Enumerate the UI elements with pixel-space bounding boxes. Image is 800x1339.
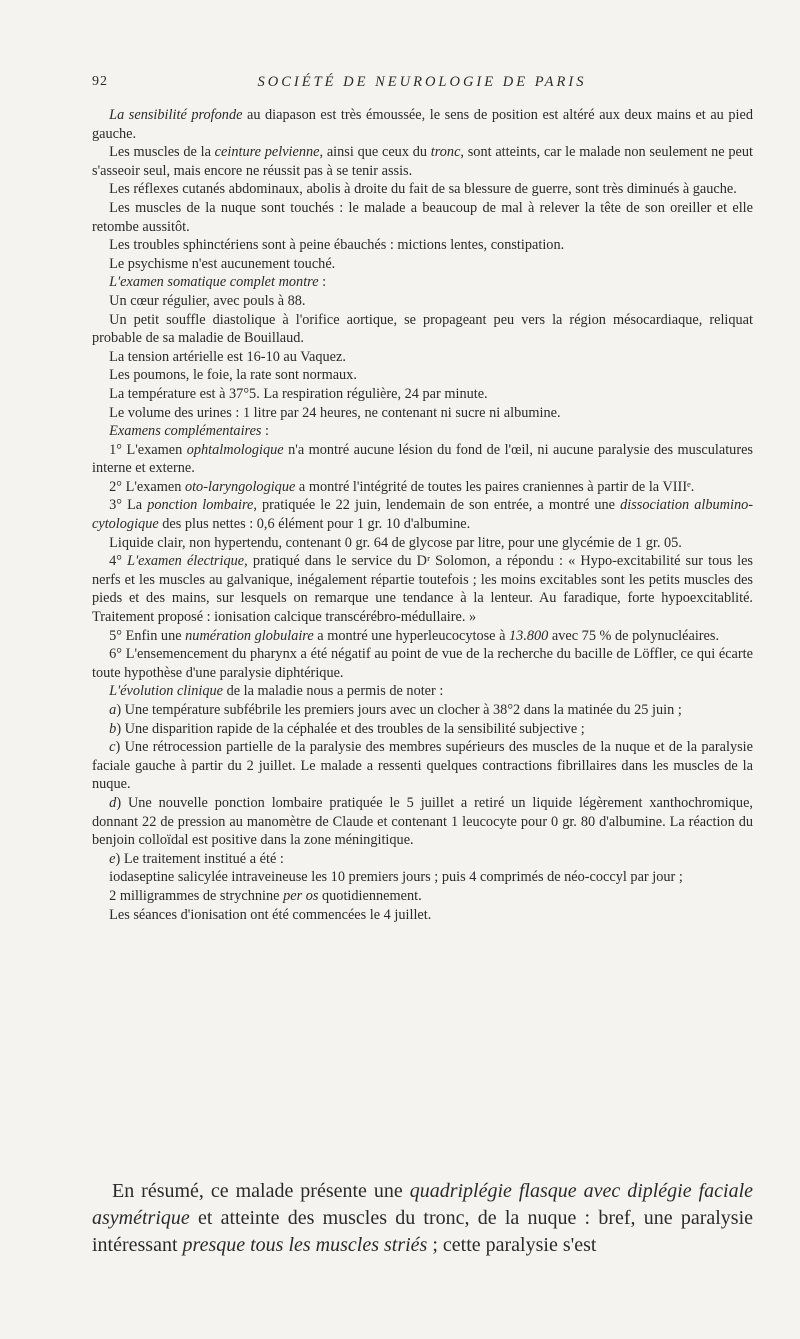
italic-segment: L'examen électrique — [127, 553, 245, 570]
text-segment: : — [318, 274, 327, 291]
italic-segment: La sensibilité profonde — [109, 107, 243, 123]
page-header — [92, 74, 752, 96]
summary-paragraph — [92, 1178, 753, 1259]
paragraph — [92, 701, 753, 720]
italic-segment: b — [109, 720, 117, 737]
paragraph — [92, 422, 753, 441]
italic-segment: L'évolution clinique — [109, 683, 223, 700]
text-segment: Les poumons, le foie, la rate sont normaux. — [109, 367, 357, 384]
text-segment: ) Le traitement institué a été : — [115, 850, 284, 867]
paragraph — [92, 496, 753, 533]
text-segment: et atteinte des muscles du tronc, de la nuque : bref, une paralysie intéressant — [92, 1207, 753, 1256]
paragraph — [92, 199, 753, 236]
text-segment: : — [261, 423, 270, 440]
page-number: 92 — [92, 74, 108, 89]
text-segment: La température est à 37°5. La respiration régulière, 24 par minute. — [109, 385, 488, 402]
text-segment: Les muscles de la — [109, 144, 215, 161]
text-segment: quotidiennement. — [318, 887, 422, 904]
italic-segment: numération globulaire — [185, 627, 314, 644]
italic-segment: dissociation albumino-cytologique — [92, 497, 754, 533]
text-segment: avec 75 % de polynucléaires. — [548, 627, 720, 644]
paragraph — [92, 850, 753, 869]
text-segment: , sont atteints, car le malade non seulement ne peut s'asseoir seul, mais encore ne réussit pas à se tenir assis. — [92, 144, 753, 179]
text-segment: , pratiqué dans le service du Dʳ Solomon, a répondu : « Hypo-excitabilité sur tous les nerfs et les muscles au galvanique, inégalement répartie toutefois ; les moins excitables sont les petits muscles des pieds et des mains, sur lesquels on remarque une tendance à la lenteur. Au faradique, forte hypoexcitablité. Traitement proposé : ionisation calcique transcérébro-médullaire. » — [92, 553, 753, 626]
paragraph — [92, 794, 753, 850]
text-segment: En résumé, ce malade présente une — [112, 1180, 410, 1202]
paragraph — [92, 906, 753, 925]
paragraph — [92, 180, 753, 199]
text-segment: Le psychisme n'est aucunement touché. — [109, 255, 336, 272]
text-segment: a montré l'intégrité de toutes les paires craniennes à partir de la VIIIᵉ. — [295, 478, 695, 495]
paragraph — [92, 385, 753, 404]
paragraph — [92, 292, 753, 311]
text-segment: iodaseptine salicylée intraveineuse les 10 premiers jours ; puis 4 comprimés de néo-coccyl par jour ; — [109, 869, 683, 886]
running-title: SOCIÉTÉ DE NEUROLOGIE DE PARIS — [257, 74, 587, 90]
text-segment: n'a montré aucune lésion du fond de l'œil, ni aucune paralysie des musculatures interne et externe. — [92, 441, 753, 477]
text-segment: , pratiquée le 22 juin, lendemain de son entrée, a montré une — [253, 497, 621, 514]
paragraph — [92, 645, 753, 682]
text-segment: Les muscles de la nuque sont touchés : le malade a beaucoup de mal à relever la tête de son oreiller et elle retombe aussitôt. — [92, 199, 753, 235]
text-segment: , ainsi que ceux du — [319, 144, 431, 161]
body-text — [92, 106, 753, 924]
italic-segment: 13.800 — [509, 627, 549, 644]
paragraph — [92, 106, 753, 143]
paragraph — [92, 143, 753, 180]
italic-segment: ponction lombaire — [147, 497, 254, 514]
text-segment: 6° L'ensemencement du pharynx a été négatif au point de vue de la recherche du bacille de Löffler, ce qui écarte toute hypothèse d'une paralysie diphtérique. — [92, 646, 753, 681]
text-segment: au diapason est très émoussée, le sens de position est altéré aux deux mains et au pied gauche. — [92, 107, 753, 142]
paragraph — [92, 720, 753, 739]
italic-segment: ophtalmologique — [186, 441, 284, 458]
text-segment: 5° Enfin une — [109, 627, 186, 644]
text-segment: de la maladie nous a permis de noter : — [223, 683, 444, 700]
italic-segment: quadriplégie flasque avec diplégie faciale asymétrique — [92, 1180, 753, 1229]
text-segment: Un petit souffle diastolique à l'orifice aortique, se propageant peu vers la région mésocardiaque, reliquat probable de sa maladie de Bouillaud. — [92, 311, 753, 347]
text-segment: La tension artérielle est 16-10 au Vaquez. — [109, 348, 346, 365]
italic-segment: oto-laryngologique — [184, 478, 296, 495]
paragraph — [92, 404, 753, 423]
paragraph — [92, 478, 753, 497]
paragraph — [92, 552, 753, 626]
paragraph — [92, 366, 753, 385]
italic-segment: presque tous les muscles striés — [182, 1234, 428, 1256]
text-segment: a montré une hyperleucocytose à — [313, 627, 510, 644]
paragraph — [92, 627, 753, 646]
paragraph — [92, 738, 753, 794]
text-segment: ) Une nouvelle ponction lombaire pratiquée le 5 juillet a retiré un liquide légèrement xanthochromique, donnant 22 de pression au manomètre de Claude et contenant 1 leucocyte pour 0 gr. 80 d'albumine. La réaction du benjoin colloïdal est positive dans la zone méningitique. — [92, 794, 753, 849]
text-segment: Le volume des urines : 1 litre par 24 heures, ne contenant ni sucre ni albumine. — [109, 404, 561, 421]
italic-segment: tronc — [430, 144, 461, 161]
paragraph — [92, 255, 753, 274]
text-segment: 1° L'examen — [109, 441, 187, 458]
italic-segment: L'examen somatique complet montre — [109, 274, 319, 291]
text-segment: des plus nettes : 0,6 élément pour 1 gr. 10 d'albumine. — [158, 516, 471, 533]
paragraph — [92, 311, 753, 348]
italic-segment: d — [109, 794, 117, 811]
italic-segment: ceinture pelvienne — [214, 144, 320, 161]
text-segment: 4° — [109, 553, 128, 570]
italic-segment: Examens complémentaires — [109, 423, 262, 440]
text-segment: Les troubles sphinctériens sont à peine ébauchés : mictions lentes, constipation. — [109, 237, 565, 254]
paragraph — [92, 236, 753, 255]
text-segment: Les séances d'ionisation ont été commencées le 4 juillet. — [109, 906, 432, 923]
text-segment: Un cœur régulier, avec pouls à 88. — [109, 292, 306, 309]
italic-segment: c — [109, 739, 116, 756]
paragraph — [92, 682, 753, 701]
text-segment: 3° La — [109, 497, 148, 514]
text-segment: ) Une rétrocession partielle de la paralysie des membres supérieurs des muscles de la nuque et de la paralysie faciale gauche à partir du 2 juillet. Le malade a ressenti quelques contractions fibrillaires dans les muscles de la nuque. — [92, 739, 753, 793]
text-segment: ) Une température subfébrile les premiers jours avec un clocher à 38°2 dans la matinée du 25 juin ; — [116, 702, 682, 718]
italic-segment: e — [109, 850, 116, 867]
paragraph — [92, 534, 753, 553]
italic-segment: per os — [283, 887, 319, 904]
text-segment: Liquide clair, non hypertendu, contenant 0 gr. 64 de glycose par litre, pour une glycémie de 1 gr. 05. — [109, 534, 682, 551]
paragraph — [92, 887, 753, 906]
text-segment: 2 milligrammes de strychnine — [109, 887, 284, 904]
text-segment: 2° L'examen — [109, 478, 185, 495]
text-segment: Les réflexes cutanés abdominaux, abolis à droite du fait de sa blessure de guerre, sont très diminués à gauche. — [109, 181, 737, 198]
paragraph — [92, 348, 753, 367]
italic-segment: a — [109, 702, 117, 718]
text-segment: ; cette paralysie s'est — [427, 1234, 597, 1256]
paragraph — [92, 441, 753, 478]
paragraph — [92, 273, 753, 292]
text-segment: ) Une disparition rapide de la céphalée et des troubles de la sensibilité subjective ; — [116, 720, 585, 737]
paragraph — [92, 868, 753, 887]
